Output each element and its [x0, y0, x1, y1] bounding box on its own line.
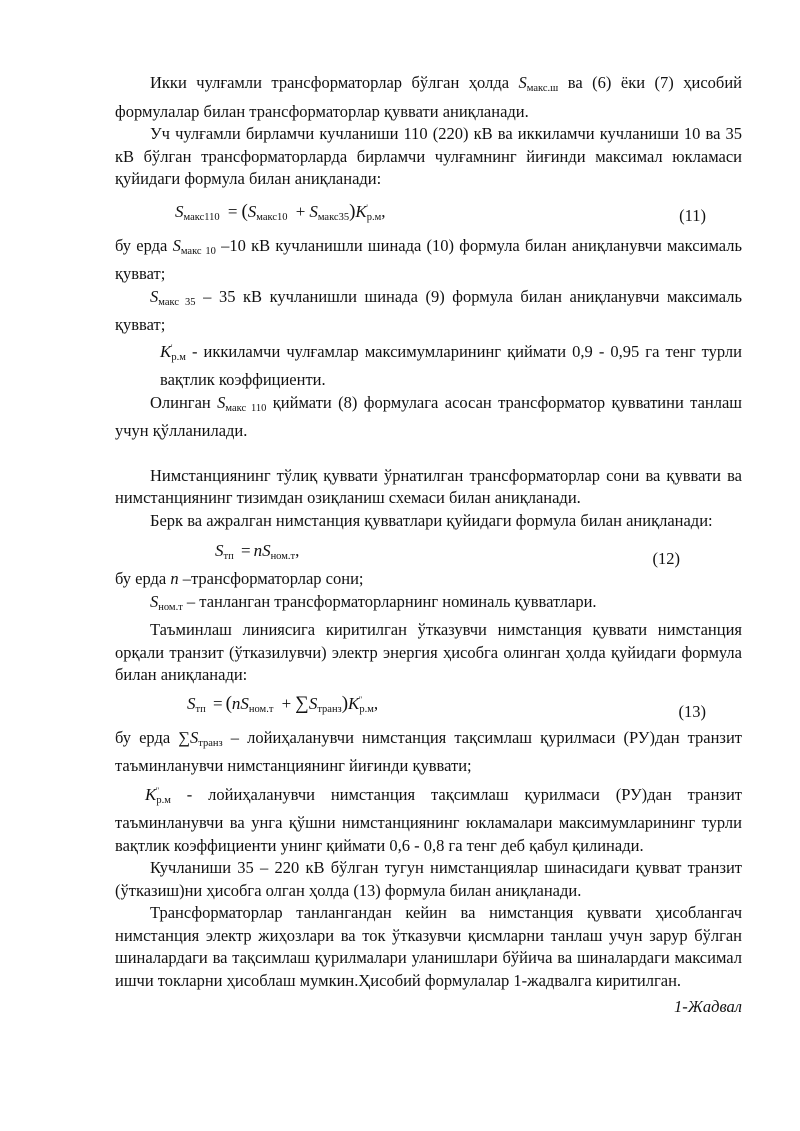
subscript: р.м — [359, 703, 374, 715]
subscript: макс.ш — [526, 83, 559, 94]
text: - лойиҳаланувчи нимстанция тақсимлаш қурилмаси (РУ)дан транзит таъминланувчи ва унга қўшни нимстанциянинг юкламалари максимумларининг турли вақтлик коэффициенти унинг қиймати 0,6 - 0,8 га тенг деб қабул қилинади. — [115, 784, 742, 855]
definition-n — [115, 568, 742, 591]
equation-12 — [115, 532, 742, 568]
paragraph-three-winding: Уч чулғамли бирламчи кучланиши 110 (220) кВ ва иккиламчи кучланиши 10 ва 35 кВ бўлган трансформаторларда бирламчи чулғамнинг йиғинди максимал юкламаси қуйидаги формула билан аниқланади: — [115, 124, 742, 188]
definition-krm2: K '' $_{р.м}$ - лойиҳаланувчи нимстанция тақсимлаш қурилмаси (РУ)дан транзит таъминланувчи ва унга қўшни нимстанциянинг юкламалари максимумларининг турли вақтлик коэффициенти унинг қиймати 0,6 - 0,8 га тенг деб қабул қилинади. — [115, 784, 742, 855]
subscript: ном.т — [158, 601, 183, 613]
subscript: р.м — [366, 211, 382, 223]
subscript: транз — [317, 703, 342, 715]
equation-number: (13) — [678, 701, 706, 721]
subscript: транз — [198, 737, 223, 749]
subscript: тп — [223, 551, 234, 562]
superscript: '' — [359, 694, 362, 704]
subscript: р.м — [171, 351, 186, 363]
symbol-s: S — [518, 73, 527, 92]
text: –10 кВ кучланишли шинада (10) формула билан аниқланувчи максималь қувват; — [115, 235, 743, 283]
text: – танланган трансформаторларнинг номиналь қувватлари. — [182, 591, 597, 611]
document-page — [115, 72, 742, 1035]
paragraph-full-power: Нимстанциянинг тўлиқ қуввати ўрнатилган трансформаторлар сони ва қуввати ва нимстанциянинг тизимдан озиқланиш схемаси билан аниқланади. — [115, 465, 742, 507]
subscript: р.м — [156, 794, 171, 806]
equation-number: (12) — [652, 549, 680, 568]
subscript: макс110 — [183, 211, 220, 223]
subscript: макс35 — [317, 211, 350, 223]
subscript: тп — [195, 703, 206, 715]
definition-smax35: $S_{макс 35} - 35$ кВ кучланишли шинада (9) формула билан аниқланувчи максималь қувват; — [115, 286, 742, 334]
formula-12: $S_{тп} = nS_{ном.т}$, — [215, 541, 300, 562]
paragraph-after-selection: Трансформаторлар танлангандан кейин ва нимстанция қуввати ҳисоблангач нимстанция электр жиҳозлари ва ток ўтказувчи қисмларни танлаш учун зарур бўлган шиналардаги ва тақсимлаш қурилмалари уланишлари бўйича ва шиналардаги максимал ишчи токларни ҳисоблаш мумкин.Ҳисобий формулалар 1-жадвалга киритилган. — [115, 903, 742, 990]
formula-11: $S_{макс110} = (S_{макс10} + S_{макс35})K$ ' $_{р.м}$, — [175, 201, 386, 230]
subscript: макс10 — [256, 211, 288, 223]
text: Олинган — [150, 392, 218, 412]
paragraph-selected-value: Олинган $S_{макс 110}$ қиймати (8) формулага асосан трансформатор қувватини танлаш учун қўлланилади. — [115, 392, 743, 440]
text: Икки чулғамли трансформаторлар бўлган ҳолда — [150, 73, 519, 92]
text: – 35 кВ кучланишли шинада (9) формула билан аниқланувчи максималь қувват; — [115, 286, 742, 334]
subscript: макс 10 — [180, 245, 216, 257]
text: ва (6) ёки (7) ҳисобий формулалар билан трансформаторлар қуввати аниқланади. — [115, 73, 742, 121]
definition-snom: $S_{ном.т}$ – танланган трансформаторларнинг номиналь қувватлари. — [150, 591, 597, 613]
definition-stransit: бу ерда $\sum S_{транз}$ – лойиҳаланувчи нимстанция тақсимлаш қурилмаси (РУ)дан транзит таъминланувчи нимстанциянинг йиғинди қуввати; — [115, 727, 742, 775]
paragraph-closed-substation: Берк ва ажралган нимстанция қувватлари қуйидаги формула билан аниқланади: — [150, 510, 713, 530]
text: бу ерда — [115, 727, 179, 747]
text: бу ерда — [115, 235, 173, 255]
text: - иккиламчи чулғамлар максимумларининг қиймати 0,9 - 0,95 га тенг турли вақтлик коэффициенти. — [160, 341, 742, 389]
equation-11 — [115, 191, 742, 235]
variable-n: n — [170, 569, 179, 588]
text: –трансформаторлар сони; — [178, 569, 364, 588]
subscript: ном.т — [248, 703, 274, 715]
superscript: ' — [366, 202, 368, 212]
equation-number: (11) — [679, 205, 706, 225]
subscript: макс 110 — [225, 402, 267, 414]
definition-krm: K ' $_{р.м}$ - иккиламчи чулғамлар максимумларининг қиймати 0,9 - 0,95 га тенг турли вақтлик коэффициенти. — [160, 341, 742, 389]
paragraph-two-winding — [115, 72, 742, 123]
paragraph-transit: Таъминлаш линиясига киритилган ўтказувчи нимстанция қуввати нимстанция орқали транзит (ўтказилувчи) электр энергия ҳисобга олинган ҳолда қуйидаги формула билан аниқланади: — [115, 620, 742, 684]
text: – лойиҳаланувчи нимстанция тақсимлаш қурилмаси (РУ)дан транзит таъминланувчи нимстанциянинг йиғинди қуввати; — [115, 727, 742, 775]
formula-13: $S_{тп} = (nS_{ном.т} + \sum S_{транз})K$ '' $_{р.м}$, — [187, 693, 378, 722]
subscript: макс 35 — [158, 296, 196, 308]
paragraph-node-substation: Кучланиши 35 – 220 кВ бўлган тугун нимстанциялар шинасидаги қувват транзит (ўтказиш)ни ҳисобга олган ҳолда (13) формула билан аниқланади. — [115, 858, 742, 900]
subscript: ном.т — [270, 551, 296, 562]
text: қиймати (8) формулага асосан трансформатор қувватини танлаш учун қўлланилади. — [115, 392, 743, 440]
definition-smax10: бу ерда $S_{макс 10}$ –10 кВ кучланишли шинада (10) формула билан аниқланувчи максималь қувват; — [115, 235, 743, 283]
table-caption: 1-Жадвал — [674, 997, 742, 1016]
text: бу ерда — [115, 569, 171, 588]
equation-13 — [115, 687, 742, 727]
